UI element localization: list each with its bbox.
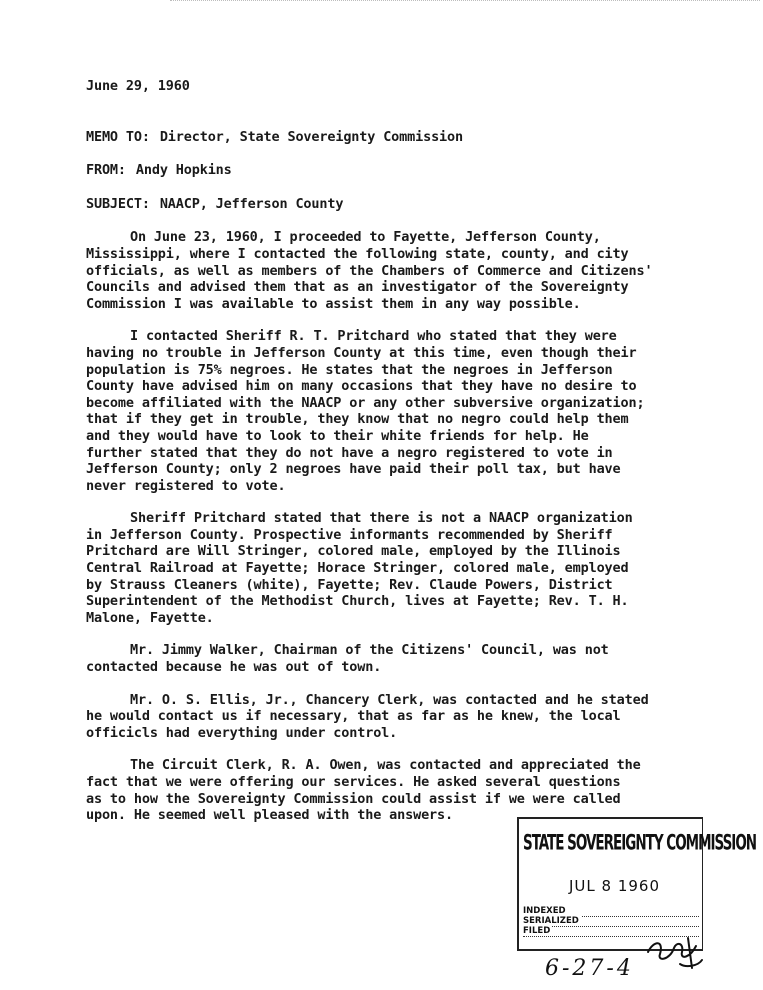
memo-from-line [86, 162, 726, 179]
stamp-title: STATE SOVEREIGNTY COMMISSION [523, 829, 757, 856]
memo-to-line [86, 129, 726, 146]
memo-date: June 29, 1960 [86, 78, 190, 94]
memo-paragraph-2: I contacted Sheriff R. T. Pritchard who stated that they were having no trouble in Jefferson County at this time, even though their population is 75% negroes. He states that the negroes in Jefferson County have advised him on many occasions that they have no desire to become affiliated with the NAACP or any other subversive organization; that if they get in trouble, they know that no negro could help them and they would have to look to their white friends for help. He further stated that they do not have a negro registered to vote in Jefferson County; only 2 negroes have paid their poll tax, but have never registered to vote. [86, 328, 645, 494]
stamp-date: JUL 8 1960 [569, 877, 661, 895]
memo-paragraph-4: Mr. Jimmy Walker, Chairman of the Citizens' Council, was not contacted because he was out of town. [86, 642, 609, 676]
memo-subject-label: SUBJECT: [86, 195, 150, 212]
memo-paragraph-1: On June 23, 1960, I proceeded to Fayette, Jefferson County, Mississippi, where I contacted the following state, county, and city officials, as well as members of the Chambers of Commerce and Citizens' Councils and advised them that as an investigator of the Sovereignty Commission I was available to assist them in any way possible. [86, 229, 653, 312]
memo-to-value: Director, State Sovereignty Commission [159, 128, 463, 145]
memo-subject-value: NAACP, Jefferson County [159, 195, 344, 212]
memo-to-label: MEMO TO: [86, 128, 150, 145]
memo-body [86, 78, 726, 824]
memo-from-label: FROM: [86, 162, 126, 179]
memo-paragraph-5: Mr. O. S. Ellis, Jr., Chancery Clerk, was contacted and he stated he would contact us if necessary, that as far as he knew, the local officicls had everything under control. [86, 691, 649, 741]
top-edge-dotted-line [170, 0, 760, 3]
memo-from-value: Andy Hopkins [135, 162, 232, 179]
memo-paragraph-3: Sheriff Pritchard stated that there is not a NAACP organization in Jefferson County. Prospective informants recommended by Sheriff Pritchard are Will Stringer, colored male, employed by the Illinois Central Railroad at Fayette; Horace Stringer, colored male, employed by Strauss Cleaners (white), Fayette; Rev. Claude Powers, District Superintendent of the Methodist Church, lives at Fayette; Rev. T. H. Malone, Fayette. [86, 510, 633, 626]
stamp-field-filed: FILED [523, 927, 699, 937]
handwritten-initials-mark [640, 930, 710, 970]
stamp-field-serialized: SERIALIZED [523, 917, 699, 927]
handwritten-file-number: 6-27-4 [545, 956, 634, 981]
memo-subject-line [86, 196, 726, 213]
memo-paragraph-6: The Circuit Clerk, R. A. Owen, was contacted and appreciated the fact that we were offering our services. He asked several questions as to how the Sovereignty Commission could assist if we were called upon. He seemed well pleased with the answers. [86, 757, 641, 824]
stamp-field-indexed: INDEXED [523, 907, 699, 917]
